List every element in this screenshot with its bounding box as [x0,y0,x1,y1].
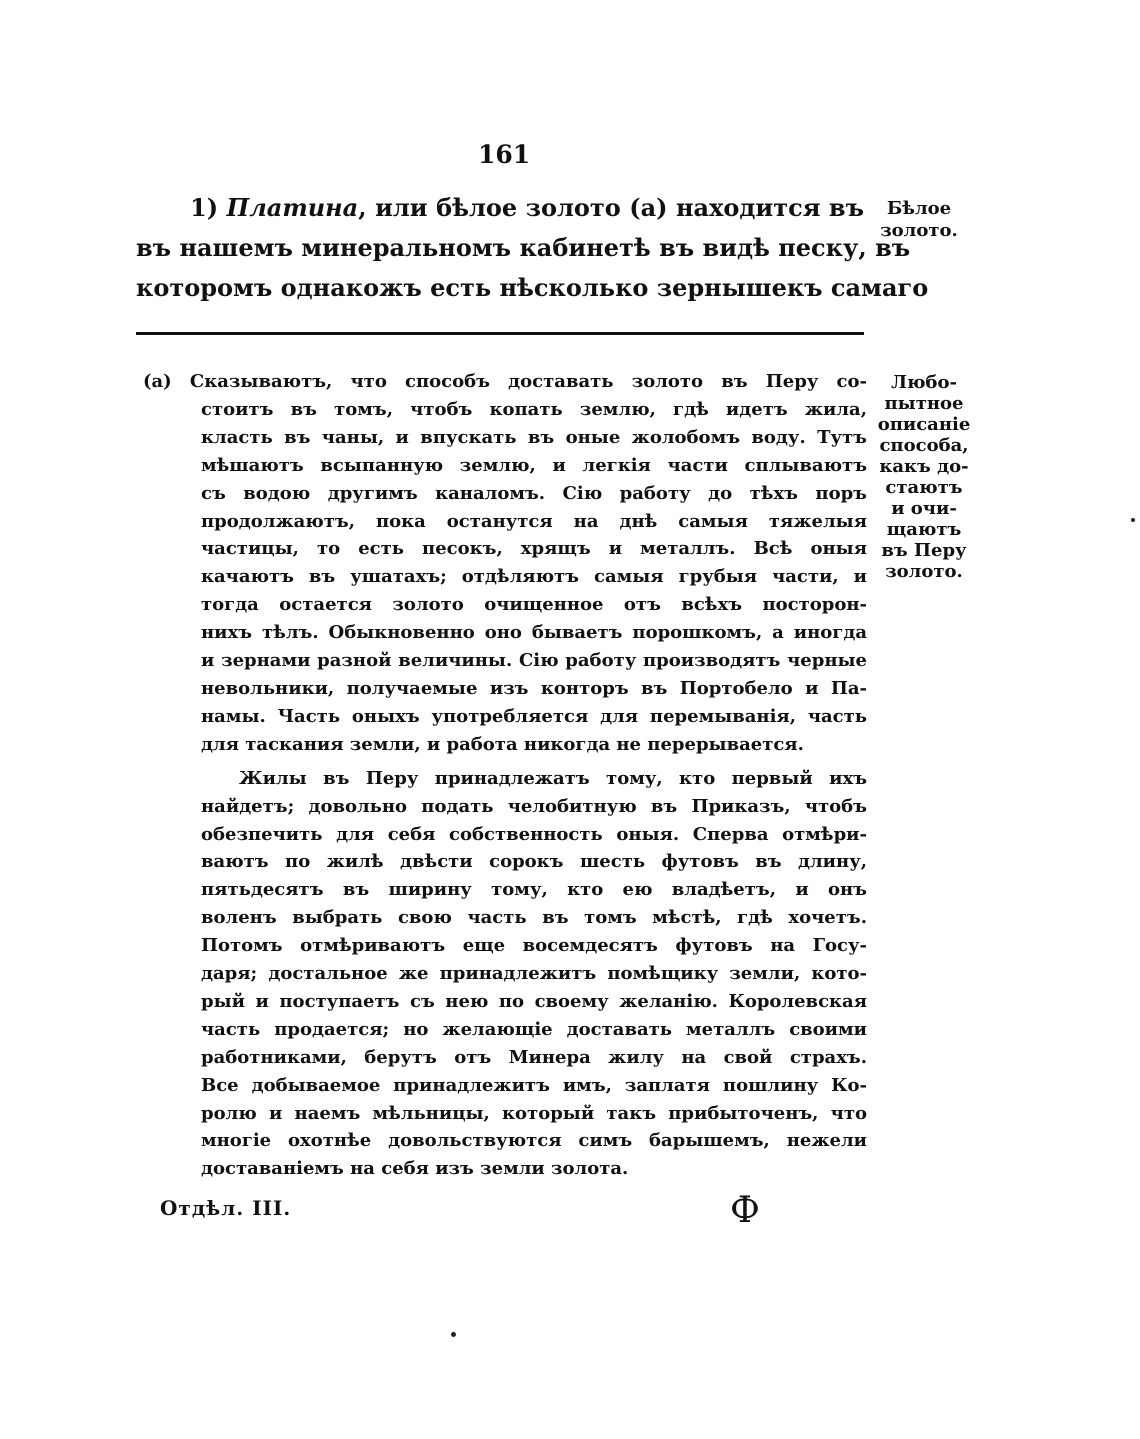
footnote-line: продолжаютъ, пока останутся на днѣ самыя тяжелыя [201,510,867,532]
footnote-marker: (a) [143,371,172,392]
margin-note-line: описанiе [877,414,971,435]
footnote-line: Жилы въ Перу принадлежатъ тому, кто первый ихъ [239,767,867,789]
footnote-line: даря; достальное же принадлежитъ помѣщику земли, кото- [201,963,867,985]
footnote-line: съ водою другимъ каналомъ. Сiю работу до тѣхъ поръ [201,482,867,504]
footnote-line: рый и поступаетъ съ нею по своему желанiю. Королевская [201,990,867,1012]
footnote-line: для таскания земли, и работа никогда не перерывается. [201,733,804,755]
footnote-line: обезпечить для себя собственность оныя. Сперва отмѣри- [201,823,867,845]
footnote-line: класть въ чаны, и впускать въ оные жолобомъ воду. Тутъ [201,426,867,448]
margin-note-line: Бѣлое [886,198,952,219]
footnote-line: стоитъ въ томъ, чтобъ копать землю, гдѣ идетъ жила, [201,398,867,420]
main-text [136,188,929,308]
margin-note-line: золото. [885,561,963,582]
signature-mark: Ф [730,1190,760,1231]
footnote-line: воленъ выбрать свою часть въ томъ мѣстѣ, гдѣ хочетъ. [201,907,867,929]
footnote-line: и зернами разной величины. Сiю работу производятъ черные [201,650,867,672]
main-text-line: въ нашемъ минеральномъ кабинетѣ въ видѣ песку, въ [136,233,911,262]
margin-note-description [876,372,972,582]
margin-note-line: щаютъ [886,519,962,540]
footnote-line: Все добываемое принадлежитъ имъ, заплатя пошлину Ко- [201,1074,867,1096]
main-text-line: которомъ однакожъ есть нѣсколько зернышекъ самаго [136,273,929,302]
margin-note-line: стаютъ [885,477,963,498]
footnote-line: мѣшаютъ всыпанную землю, и легкiя части сплываютъ [201,454,867,476]
main-text-line: 1) Платина, или бѣлое золото (a) находится въ [190,193,864,222]
margin-note-white-gold [876,198,962,242]
ink-speck [1131,518,1135,522]
margin-note-line: пытное [884,393,964,414]
footnote-line: ролю и наемъ мѣльницы, который такъ прибыточенъ, что [201,1102,867,1124]
margin-note-line: Любо- [891,372,957,393]
footnote-line: нихъ тѣлъ. Обыкновенно оно бываетъ порошкомъ, а иногда [201,622,867,644]
footnote-line: доставанiемъ на себя изъ земли золота. [201,1158,629,1180]
footnote-line: невольники, получаемые изъ конторъ въ Портобело и Па- [201,677,867,699]
footnote-line: частицы, то есть песокъ, хрящъ и металлъ. Всѣ оныя [201,538,867,560]
footnote-line: тогда остается золото очищенное отъ всѣхъ посторон- [201,594,867,616]
footnote-line: часть продается; но желающiе доставать металлъ своими [201,1018,867,1040]
margin-note-line: и очи- [891,498,957,519]
footnote-line: (a) Сказываютъ, что способъ доставать золото въ Перу со- [143,371,867,392]
margin-note-line: золото. [880,220,958,241]
section-signature: Отдѣл. III. [160,1196,292,1220]
footnote-line: качаютъ въ ушатахъ; отдѣляютъ самыя грубыя части, и [201,566,867,588]
footnote-line: ваютъ по жилѣ двѣсти сорокъ шесть футовъ въ длину, [201,851,867,873]
footnote-rule [136,332,864,335]
footnote [143,368,867,1183]
footnote-line: пятьдесятъ въ ширину тому, кто ею владѣетъ, и онъ [201,879,867,901]
margin-note-line: въ Перу [881,540,967,561]
ink-speck [451,1332,456,1337]
footnote-line: многiе охотнѣе довольствуются симъ барышемъ, нежели [201,1130,867,1152]
footnote-line: намы. Часть оныхъ употребляется для перемыванiя, часть [201,705,867,727]
footnote-line: найдетъ; довольно подать челобитную въ Приказъ, чтобъ [201,795,867,817]
page-number: 161 [478,140,531,169]
footnote-line: Потомъ отмѣриваютъ еще восемдесятъ футовъ на Госу- [201,935,867,957]
margin-note-line: способа, [879,435,969,456]
margin-note-line: какъ до- [879,456,969,477]
footnote-line: работниками, берутъ отъ Минера жилу на свой страхъ. [201,1046,867,1068]
term-platina: Платина [226,193,359,222]
